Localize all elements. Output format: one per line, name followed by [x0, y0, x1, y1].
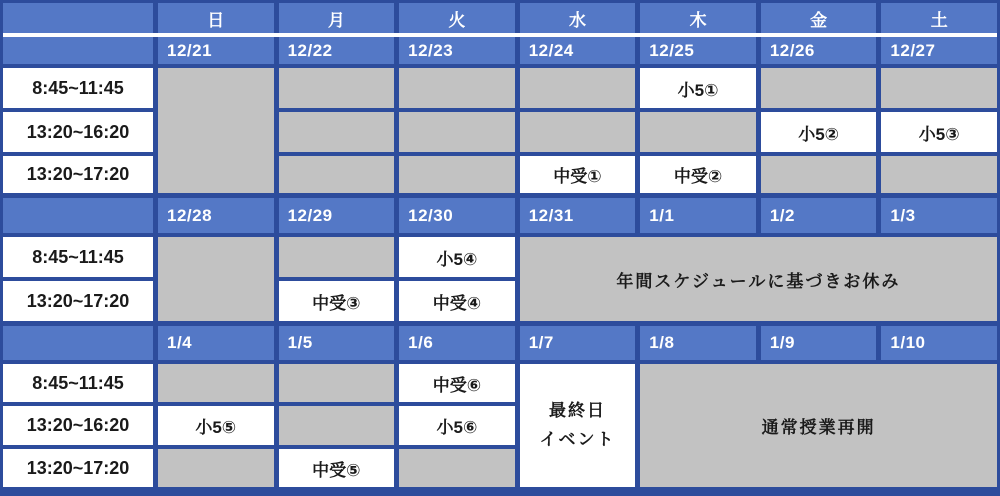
- no-class-cell: [279, 364, 395, 402]
- date-header: 12/22: [279, 37, 395, 64]
- final-day-event-line1: 最終日: [548, 400, 606, 420]
- class-cell: 小5③: [881, 112, 997, 152]
- corner-cell: [3, 3, 153, 33]
- no-class-cell: [279, 68, 395, 108]
- time-label: 8:45~11:45: [3, 237, 153, 277]
- date-header: 1/2: [761, 198, 877, 233]
- date-header: 1/8: [640, 326, 756, 360]
- date-header: 12/30: [399, 198, 515, 233]
- resume-notice-cell: 通常授業再開: [640, 364, 997, 487]
- holiday-notice-cell: 年間スケジュールに基づきお休み: [520, 237, 997, 321]
- date-header: 12/27: [881, 37, 997, 64]
- time-label: 13:20~17:20: [3, 281, 153, 321]
- day-header-fri: 金: [761, 3, 877, 33]
- week-block-1: [3, 3, 997, 193]
- date-header: 12/28: [158, 198, 274, 233]
- time-label: 13:20~16:20: [3, 112, 153, 152]
- class-cell: 中受③: [279, 281, 395, 321]
- class-cell: 中受②: [640, 156, 756, 193]
- date-header: 1/6: [399, 326, 515, 360]
- week-block-2: [3, 198, 997, 321]
- date-header: 12/26: [761, 37, 877, 64]
- no-class-cell: [279, 406, 395, 445]
- no-class-cell: [158, 68, 274, 193]
- no-class-cell: [640, 112, 756, 152]
- date-header: 1/3: [881, 198, 997, 233]
- no-class-cell: [520, 68, 636, 108]
- time-label: 8:45~11:45: [3, 364, 153, 402]
- corner-cell: [3, 37, 153, 64]
- corner-cell: [3, 198, 153, 233]
- no-class-cell: [279, 156, 395, 193]
- date-header: 1/10: [881, 326, 997, 360]
- no-class-cell: [761, 156, 877, 193]
- day-header-mon: 月: [279, 3, 395, 33]
- corner-cell: [3, 326, 153, 360]
- week-block-3: [3, 326, 997, 487]
- time-label: 13:20~17:20: [3, 449, 153, 487]
- no-class-cell: [158, 364, 274, 402]
- date-header: 1/5: [279, 326, 395, 360]
- no-class-cell: [881, 68, 997, 108]
- date-header: 1/1: [640, 198, 756, 233]
- class-cell: 小5④: [399, 237, 515, 277]
- day-header-thu: 木: [640, 3, 756, 33]
- class-cell: 中受⑥: [399, 364, 515, 402]
- class-cell: 小5②: [761, 112, 877, 152]
- class-cell: 中受⑤: [279, 449, 395, 487]
- no-class-cell: [399, 156, 515, 193]
- no-class-cell: [279, 237, 395, 277]
- day-header-tue: 火: [399, 3, 515, 33]
- no-class-cell: [520, 112, 636, 152]
- date-header: 1/9: [761, 326, 877, 360]
- no-class-cell: [399, 68, 515, 108]
- day-header-sat: 土: [881, 3, 997, 33]
- class-cell: 小5⑥: [399, 406, 515, 445]
- date-header: 12/25: [640, 37, 756, 64]
- date-header: 12/21: [158, 37, 274, 64]
- final-day-event-line2: イベント: [539, 429, 616, 449]
- class-cell: 小5①: [640, 68, 756, 108]
- class-cell: 小5⑤: [158, 406, 274, 445]
- no-class-cell: [279, 112, 395, 152]
- header-separator: [3, 33, 997, 37]
- date-header: 12/24: [520, 37, 636, 64]
- no-class-cell: [761, 68, 877, 108]
- day-header-sun: 日: [158, 3, 274, 33]
- date-header: 12/23: [399, 37, 515, 64]
- no-class-cell: [158, 237, 274, 321]
- no-class-cell: [399, 449, 515, 487]
- day-header-wed: 水: [520, 3, 636, 33]
- time-label: 13:20~16:20: [3, 406, 153, 445]
- class-cell: 中受①: [520, 156, 636, 193]
- time-label: 13:20~17:20: [3, 156, 153, 193]
- no-class-cell: [158, 449, 274, 487]
- date-header: 12/29: [279, 198, 395, 233]
- no-class-cell: [399, 112, 515, 152]
- class-cell: 中受④: [399, 281, 515, 321]
- no-class-cell: [881, 156, 997, 193]
- date-header: 1/7: [520, 326, 636, 360]
- time-label: 8:45~11:45: [3, 68, 153, 108]
- final-day-event-cell: [520, 364, 636, 487]
- date-header: 12/31: [520, 198, 636, 233]
- date-header: 1/4: [158, 326, 274, 360]
